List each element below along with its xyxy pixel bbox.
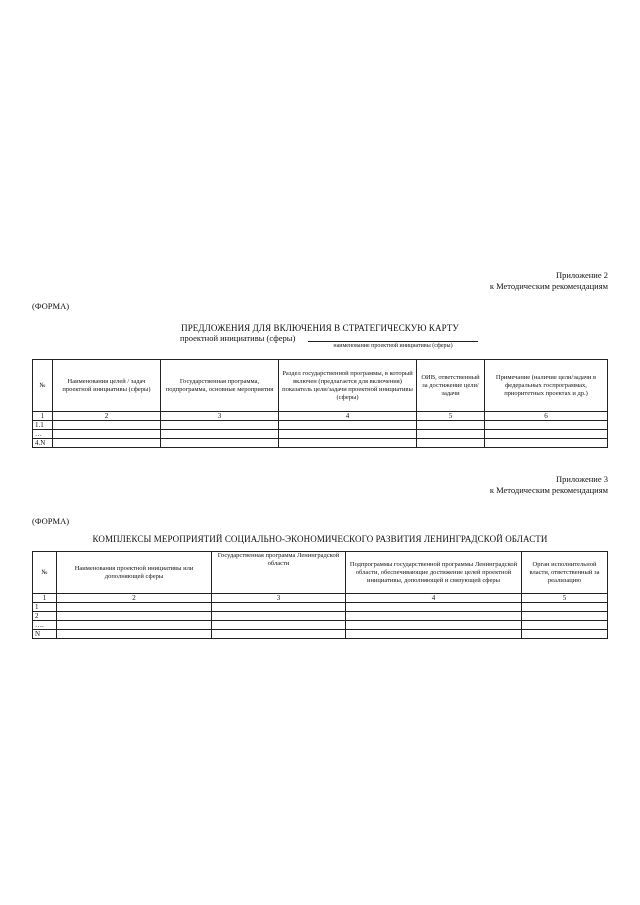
empty-cell — [57, 612, 212, 621]
appendix-3-line2: к Методическим рекомендациям — [489, 485, 608, 495]
column-header: Орган исполнительной власти, ответственный за реализацию — [522, 552, 608, 594]
proposals-table — [32, 359, 608, 448]
table-row — [33, 612, 608, 621]
row-number: 4.N — [33, 439, 53, 448]
empty-cell — [279, 439, 417, 448]
appendix-2-line1: Приложение 2 — [556, 270, 608, 280]
column-number-row — [33, 594, 608, 603]
empty-cell — [161, 421, 279, 430]
table-row — [33, 630, 608, 639]
empty-cell — [279, 430, 417, 439]
column-header: Государственная программа, подпрограмма, основные мероприятия — [161, 360, 279, 412]
column-header: Раздел государственной программы, в который включен (предлагается для включения) показатель цели/задачи проектной инициативы (сферы) — [279, 360, 417, 412]
empty-cell — [346, 612, 522, 621]
appendix-2-heading — [490, 270, 608, 292]
table-row — [33, 421, 608, 430]
table-header-row — [33, 552, 608, 594]
column-number: 6 — [485, 412, 608, 421]
column-number: 4 — [346, 594, 522, 603]
column-header: № — [33, 360, 53, 412]
appendix-3-line1: Приложение 3 — [556, 474, 608, 484]
empty-cell — [485, 439, 608, 448]
empty-cell — [417, 430, 485, 439]
column-number-row — [33, 412, 608, 421]
form-1-label: (ФОРМА) — [32, 301, 70, 311]
column-number: 4 — [279, 412, 417, 421]
table-row — [33, 603, 608, 612]
column-number: 5 — [417, 412, 485, 421]
row-number: 1.1 — [33, 421, 53, 430]
column-number: 2 — [53, 412, 161, 421]
empty-cell — [346, 630, 522, 639]
column-header: Наименования целей / задач проектной инициативы (сферы) — [53, 360, 161, 412]
empty-cell — [53, 439, 161, 448]
form-2-label: (ФОРМА) — [32, 516, 70, 526]
column-number: 5 — [522, 594, 608, 603]
empty-cell — [161, 439, 279, 448]
row-number: N — [33, 630, 57, 639]
empty-cell — [417, 421, 485, 430]
column-number: 1 — [33, 594, 57, 603]
empty-cell — [53, 430, 161, 439]
column-number: 3 — [161, 412, 279, 421]
empty-cell — [57, 603, 212, 612]
appendix-2-line2: к Методическим рекомендациям — [489, 281, 608, 291]
empty-cell — [417, 439, 485, 448]
form-1-name-caption: наименование проектной инициативы (сферы) — [308, 341, 478, 349]
row-number: 1 — [33, 603, 57, 612]
empty-cell — [279, 421, 417, 430]
empty-cell — [346, 621, 522, 630]
empty-cell — [522, 603, 608, 612]
appendix-3-heading — [490, 474, 608, 496]
column-header: Подпрограммы государственной программы Ленинградской области, обеспечивающие достижение целей проектной инициативы, дополняющей и связующей сферы — [346, 552, 522, 594]
empty-cell — [522, 630, 608, 639]
column-header: ОИВ, ответственный за достижение цели/задачи — [417, 360, 485, 412]
empty-cell — [212, 612, 346, 621]
row-number: …. — [33, 621, 57, 630]
empty-cell — [346, 603, 522, 612]
empty-cell — [522, 621, 608, 630]
empty-cell — [212, 621, 346, 630]
column-number: 3 — [212, 594, 346, 603]
table-header-row — [33, 360, 608, 412]
column-number: 2 — [57, 594, 212, 603]
form-2-title: КОМПЛЕКСЫ МЕРОПРИЯТИЙ СОЦИАЛЬНО-ЭКОНОМИЧЕСКОГО РАЗВИТИЯ ЛЕНИНГРАДСКОЙ ОБЛАСТИ — [92, 534, 548, 544]
form-1-title: ПРЕДЛОЖЕНИЯ ДЛЯ ВКЛЮЧЕНИЯ В СТРАТЕГИЧЕСКУЮ КАРТУ — [181, 323, 459, 333]
empty-cell — [57, 630, 212, 639]
row-number: 2 — [33, 612, 57, 621]
column-header: № — [33, 552, 57, 594]
column-number: 1 — [33, 412, 53, 421]
empty-cell — [485, 430, 608, 439]
row-number: … — [33, 430, 53, 439]
empty-cell — [212, 603, 346, 612]
empty-cell — [57, 621, 212, 630]
column-header: Государственная программа Ленинградской области — [212, 552, 346, 594]
table-row — [33, 430, 608, 439]
form-1-subtitle: проектной инициативы (сферы) — [180, 333, 296, 343]
table-row — [33, 621, 608, 630]
empty-cell — [522, 612, 608, 621]
table-row — [33, 439, 608, 448]
measures-table — [32, 551, 608, 639]
empty-cell — [161, 430, 279, 439]
empty-cell — [212, 630, 346, 639]
column-header: Примечание (наличие цели/задачи в федеральных госпрограммах, приоритетных проектах и др.) — [485, 360, 608, 412]
empty-cell — [53, 421, 161, 430]
empty-cell — [485, 421, 608, 430]
column-header: Наименования проектной инициативы или дополняющей сферы — [57, 552, 212, 594]
